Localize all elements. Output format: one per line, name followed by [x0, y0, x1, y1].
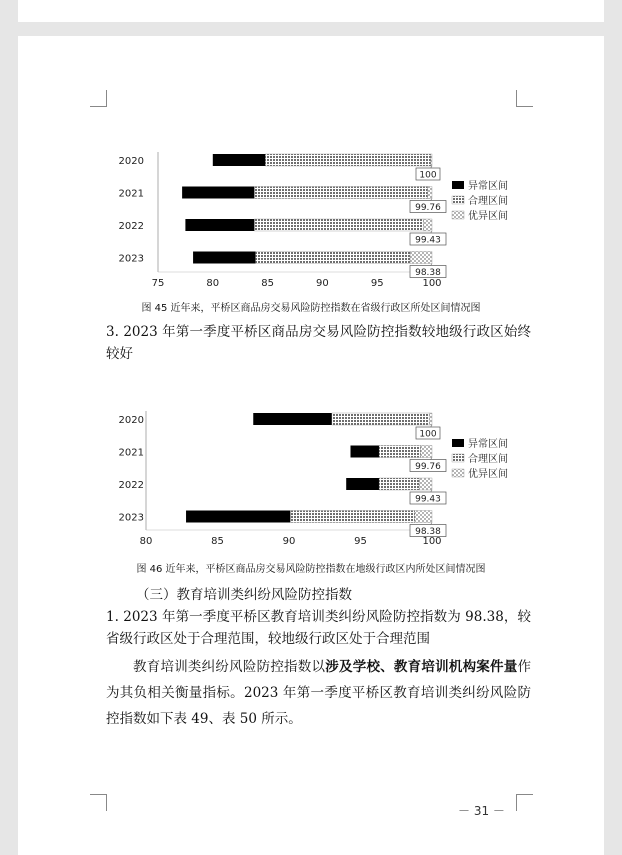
- bar-segment: [186, 511, 290, 523]
- category-label: 2023: [118, 253, 144, 265]
- legend-label: 异常区间: [468, 181, 508, 192]
- bar-segment: [379, 446, 420, 458]
- corner-mark-bottom-left: [90, 794, 107, 811]
- page-number: － 31 －: [458, 804, 505, 818]
- bar-segment: [346, 478, 379, 490]
- corner-mark-bottom-right: [516, 794, 533, 811]
- bar-segment: [415, 511, 432, 523]
- x-tick-label: 95: [354, 536, 367, 547]
- body-paragraph: [106, 654, 531, 732]
- category-label: 2022: [118, 480, 144, 491]
- x-tick-label: 90: [282, 536, 296, 547]
- category-label: 2023: [118, 512, 144, 524]
- x-tick-label: 80: [206, 278, 220, 289]
- x-tick-label: 75: [151, 278, 165, 289]
- section-title: （三）教育培训类纠纷风险防控指数: [136, 587, 352, 603]
- bar-segment: [421, 446, 432, 458]
- previous-page-edge: [18, 0, 604, 22]
- figure-46-caption: 图 46 近年来，平桥区商品房交易风险防控指数在地级行政区内所处区间情况图: [136, 564, 486, 575]
- legend-label: 合理区间: [468, 196, 508, 207]
- x-tick-label: 90: [316, 278, 329, 289]
- category-label: 2021: [118, 188, 144, 200]
- bar-segment: [290, 511, 414, 523]
- legend-swatch: [452, 454, 464, 462]
- paragraph-text-pre: 教育培训类纠纷风险防控指数以: [133, 659, 326, 675]
- x-tick-label: 80: [139, 536, 153, 547]
- bar-segment: [332, 413, 429, 425]
- data-label: 100: [419, 429, 437, 440]
- heading-point-3: 3. 2023 年第一季度平桥区商品房交易风险防控指数较地级行政区始终较好: [106, 324, 531, 362]
- x-tick-label: 95: [370, 278, 384, 289]
- data-label: 98.38: [415, 527, 441, 537]
- paragraph-text-bold: 涉及学校、教育培训机构案件量: [325, 659, 518, 675]
- data-label: 99.43: [415, 494, 441, 505]
- bar-segment: [253, 413, 332, 425]
- legend-label: 异常区间: [468, 439, 508, 450]
- bar-segment: [379, 478, 419, 490]
- x-tick-label: 85: [211, 536, 224, 547]
- category-label: 2020: [118, 415, 144, 426]
- category-label: 2021: [118, 447, 144, 459]
- category-label: 2022: [118, 221, 144, 232]
- legend-swatch: [452, 439, 464, 447]
- data-label: 99.43: [415, 235, 441, 246]
- legend-label: 合理区间: [468, 454, 508, 465]
- legend-label: 优异区间: [468, 469, 508, 480]
- legend-swatch: [452, 469, 464, 477]
- bar-segment: [429, 413, 432, 425]
- data-label: 99.76: [415, 203, 441, 213]
- paragraph-text-post: 作为其负相关衡量指标。2023 年第一季度平桥区教育培训类纠纷风险防控指数如下表 49、表 50 所示。: [106, 659, 531, 727]
- figure-45-caption: 图 45 近年来，平桥区商品房交易风险防控指数在省级行政区所处区间情况图: [141, 303, 481, 314]
- chart-city-intervals: [18, 36, 604, 556]
- x-tick-label: 100: [422, 536, 442, 547]
- legend-label: 优异区间: [468, 211, 508, 222]
- data-label: 100: [419, 170, 437, 181]
- category-label: 2020: [118, 156, 144, 167]
- x-tick-label: 100: [422, 278, 442, 289]
- document-page: [18, 36, 604, 855]
- data-label: 99.76: [415, 462, 441, 472]
- data-label: 98.38: [415, 268, 441, 278]
- x-tick-label: 85: [261, 278, 274, 289]
- bar-segment: [419, 478, 432, 490]
- bar-segment: [350, 446, 379, 458]
- heading-point-1: 1. 2023 年第一季度平桥区教育培训类纠纷风险防控指数为 98.38，较省级行政区处于合理范围，较地级行政区处于合理范围: [106, 609, 531, 647]
